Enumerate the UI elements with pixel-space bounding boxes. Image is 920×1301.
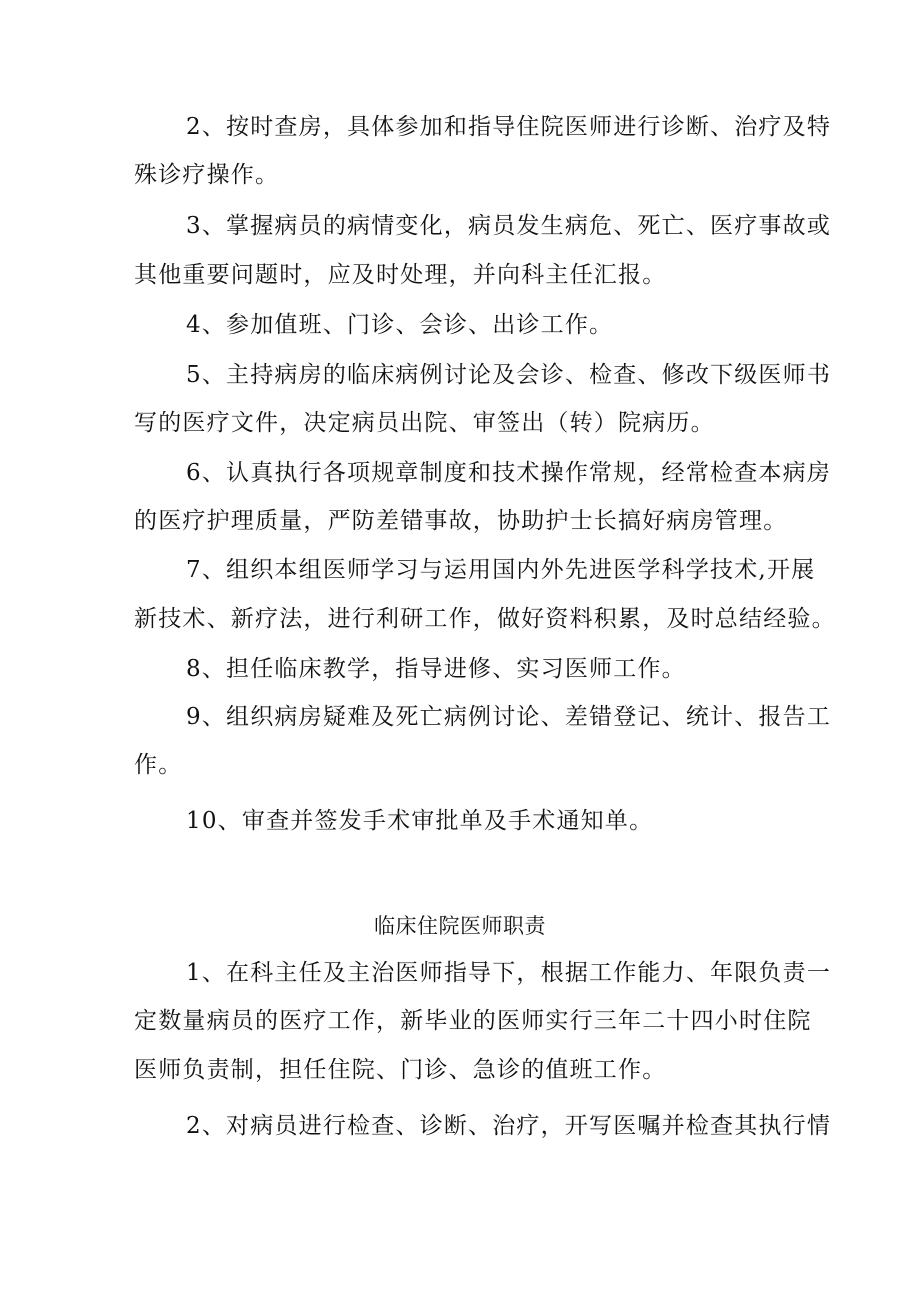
section-title: 临床住院医师职责 bbox=[374, 914, 546, 938]
item-4-line-1: 4、参加值班、门诊、会诊、出诊工作。 bbox=[186, 312, 614, 338]
resident-item-1-line-2: 定数量病员的医疗工作，新毕业的医师实行三年二十四小时住院 bbox=[134, 1008, 812, 1034]
item-7-line-2: 新技术、新疗法，进行利研工作，做好资料积累，及时总结经验。 bbox=[134, 606, 836, 632]
item-3-line-2: 其他重要问题时，应及时处理，并向科主任汇报。 bbox=[134, 262, 667, 288]
item-7-line-1: 7、组织本组医师学习与运用国内外先进医学科学技术,开展 bbox=[186, 557, 816, 583]
resident-item-1-line-3: 医师负责制，担任住院、门诊、急诊的值班工作。 bbox=[134, 1057, 667, 1083]
item-9-line-2: 作。 bbox=[134, 752, 183, 778]
item-6-line-1: 6、认真执行各项规章制度和技术操作常规，经常检查本病房 bbox=[186, 460, 832, 486]
item-8-line-1: 8、担任临床教学，指导进修、实习医师工作。 bbox=[186, 656, 686, 682]
item-10-line-1: 10、审查并签发手术审批单及手术通知单。 bbox=[186, 808, 654, 834]
item-5-line-2: 写的医疗文件，决定病员出院、审签出（转）院病历。 bbox=[134, 410, 715, 436]
resident-item-1-line-1: 1、在科主任及主治医师指导下，根据工作能力、年限负责一 bbox=[186, 960, 832, 986]
item-2-line-1: 2、按时查房，具体参加和指导住院医师进行诊断、治疗及特 bbox=[186, 114, 832, 140]
item-5-line-1: 5、主持病房的临床病例讨论及会诊、检查、修改下级医师书 bbox=[186, 362, 832, 388]
item-6-line-2: 的医疗护理质量，严防差错事故，协助护士长搞好病房管理。 bbox=[134, 508, 788, 534]
item-2-line-2: 殊诊疗操作。 bbox=[134, 162, 280, 188]
resident-item-2-line-1: 2、对病员进行检查、诊断、治疗，开写医嘱并检查其执行情 bbox=[186, 1113, 832, 1139]
item-9-line-1: 9、组织病房疑难及死亡病例讨论、差错登记、统计、报告工 bbox=[186, 704, 832, 730]
item-3-line-1: 3、掌握病员的病情变化，病员发生病危、死亡、医疗事故或 bbox=[186, 213, 832, 239]
